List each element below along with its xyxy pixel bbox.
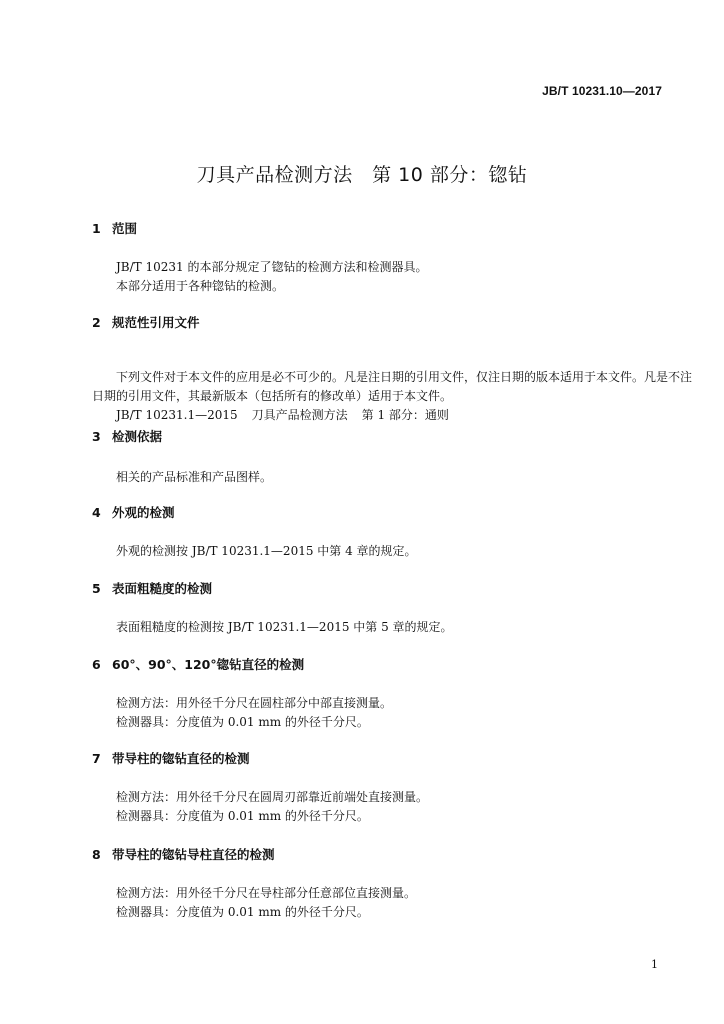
section-number: 7 [92, 751, 101, 766]
section-heading [92, 846, 692, 864]
section-body [92, 884, 692, 922]
reference-title: 刀具产品检测方法 [251, 408, 348, 422]
normative-reference [92, 406, 692, 425]
body-line: 外观的检测按 JB/T 10231.1—2015 中第 4 章的规定。 [116, 544, 417, 558]
section-heading [92, 314, 692, 332]
section-title: 60°、90°、120°锪钻直径的检测 [112, 657, 305, 672]
section-title: 带导柱的锪钻导柱直径的检测 [112, 847, 275, 862]
section-6 [92, 656, 692, 732]
body-line: 相关的产品标准和产品图样。 [116, 470, 273, 484]
body-paragraph: 下列文件对于本文件的应用是必不可少的。凡是注日期的引用文件，仅注日期的版本适用于本文件。凡是不注日期的引用文件，其最新版本（包括所有的修改单）适用于本文件。 [92, 370, 693, 403]
section-number: 6 [92, 657, 101, 672]
section-heading [92, 580, 692, 598]
document-title: 刀具产品检测方法 第 10 部分：锪钻 [196, 164, 528, 186]
section-heading [92, 504, 692, 522]
page-number: 1 [651, 958, 658, 971]
section-title: 外观的检测 [112, 505, 175, 520]
section-heading [92, 428, 692, 446]
section-title: 规范性引用文件 [112, 315, 200, 330]
body-line: 表面粗糙度的检测按 JB/T 10231.1—2015 中第 5 章的规定。 [116, 620, 453, 634]
section-number: 2 [92, 315, 101, 330]
section-2-body [92, 368, 692, 425]
section-heading [92, 656, 692, 674]
reference-code: JB/T 10231.1—2015 [116, 408, 238, 422]
section-title: 表面粗糙度的检测 [112, 581, 213, 596]
standard-code: JB/T 10231.10—2017 [542, 84, 662, 98]
section-number: 4 [92, 505, 101, 520]
section-body [92, 258, 692, 296]
body-line: 检测方法：用外径千分尺在圆周刃部靠近前端处直接测量。 [116, 790, 429, 804]
body-line: 本部分适用于各种锪钻的检测。 [116, 279, 285, 293]
section-5 [92, 580, 692, 637]
section-number: 1 [92, 221, 101, 236]
section-1 [92, 220, 692, 296]
section-number: 3 [92, 429, 101, 444]
section-body [92, 694, 692, 732]
section-title: 范围 [112, 221, 138, 236]
section-3 [92, 428, 692, 487]
body-line: JB/T 10231 的本部分规定了锪钻的检测方法和检测器具。 [116, 260, 428, 274]
section-heading [92, 750, 692, 768]
section-8 [92, 846, 692, 922]
body-line: 检测器具：分度值为 0.01 mm 的外径千分尺。 [116, 809, 369, 823]
body-line: 检测器具：分度值为 0.01 mm 的外径千分尺。 [116, 715, 369, 729]
section-number: 8 [92, 847, 101, 862]
reference-part: 第 1 部分：通则 [361, 408, 449, 422]
body-line: 检测方法：用外径千分尺在圆柱部分中部直接测量。 [116, 696, 393, 710]
section-7 [92, 750, 692, 826]
section-number: 5 [92, 581, 101, 596]
section-body [92, 618, 692, 637]
body-line: 检测器具：分度值为 0.01 mm 的外径千分尺。 [116, 905, 369, 919]
body-line: 检测方法：用外径千分尺在导柱部分任意部位直接测量。 [116, 886, 417, 900]
section-heading [92, 220, 692, 238]
section-2 [92, 314, 692, 332]
section-title: 带导柱的锪钻直径的检测 [112, 751, 250, 766]
section-title: 检测依据 [112, 429, 163, 444]
section-body [92, 788, 692, 826]
section-4 [92, 504, 692, 561]
section-body [92, 468, 692, 487]
section-body [92, 542, 692, 561]
